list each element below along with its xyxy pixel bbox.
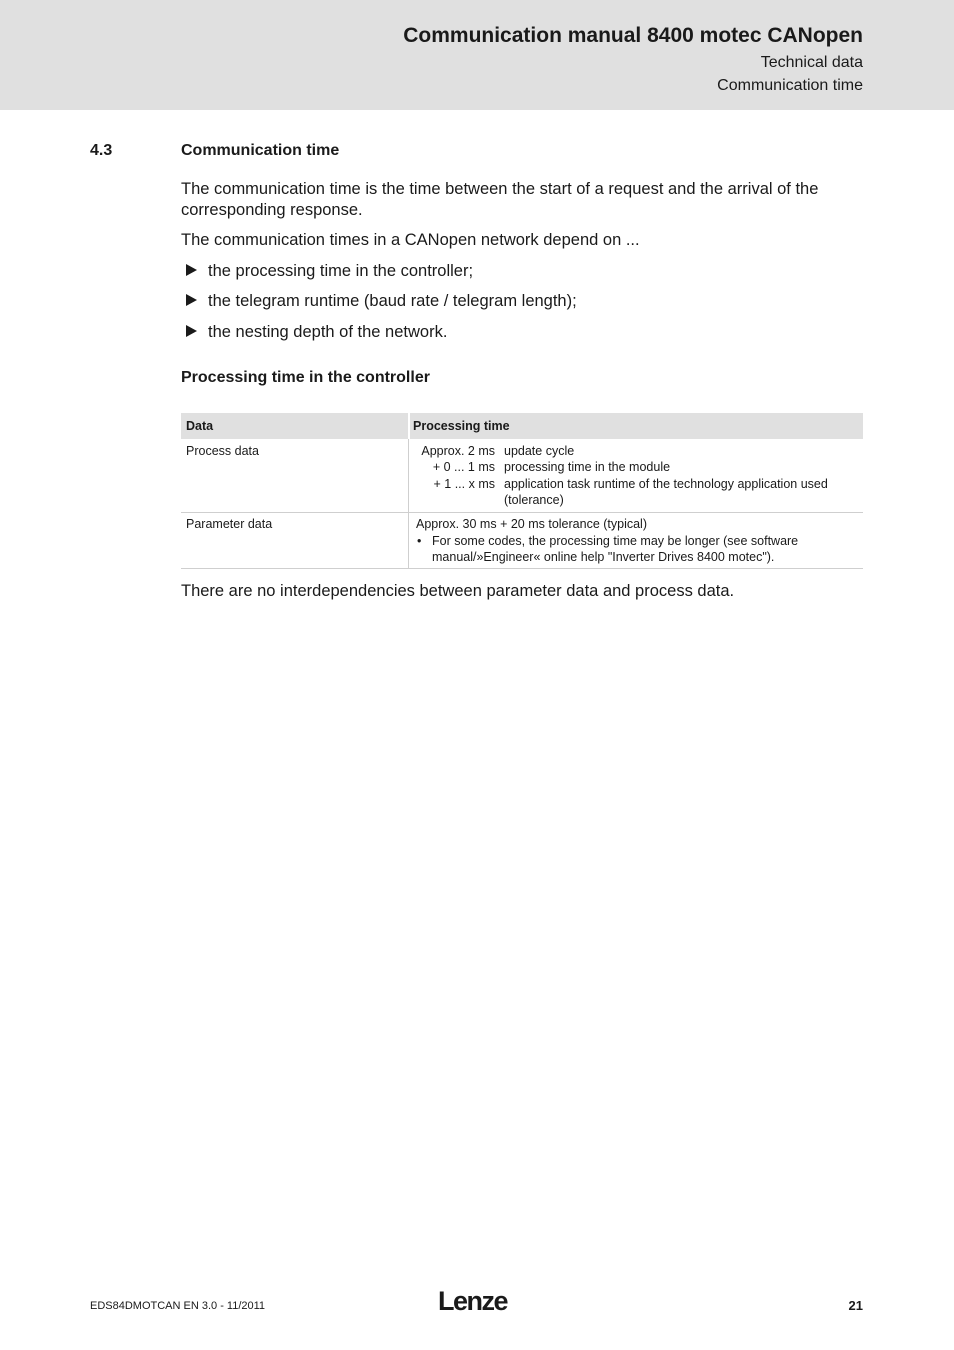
bullet-text: the nesting depth of the network.	[208, 323, 448, 341]
breadcrumb-section: Communication time	[717, 77, 863, 94]
column-header-processing-time: Processing time	[413, 419, 510, 433]
document-title: Communication manual 8400 motec CANopen	[403, 24, 863, 47]
bullet-text: the processing time in the controller;	[208, 262, 474, 280]
subheading: Processing time in the controller	[181, 369, 430, 386]
column-header-data: Data	[186, 419, 214, 433]
triangle-bullet-icon	[186, 325, 197, 337]
time-description: application task runtime of the technology application used (tolerance)	[504, 477, 828, 507]
row-divider	[181, 568, 863, 569]
section-number: 4.3	[90, 142, 113, 159]
bullet-item	[186, 322, 447, 343]
parameter-time-value: Approx. 30 ms + 20 ms tolerance (typical)	[416, 517, 647, 531]
logo-wordmark: Lenze	[438, 1286, 508, 1316]
breadcrumb-chapter: Technical data	[760, 54, 863, 71]
lenze-logo	[438, 1286, 518, 1316]
time-value: Approx. 2 ms	[421, 444, 495, 458]
table-row	[181, 439, 863, 513]
table-row	[181, 513, 863, 569]
depend-paragraph: The communication times in a CANopen network depend on ...	[181, 231, 640, 249]
time-value: + 0 ... 1 ms	[432, 460, 495, 474]
section-title: Communication time	[181, 142, 340, 159]
row-label: Parameter data	[186, 517, 273, 531]
triangle-bullet-icon	[186, 264, 197, 276]
time-description: update cycle	[504, 444, 575, 458]
bullet-text: the telegram runtime (baud rate / telegram length);	[208, 292, 577, 310]
triangle-bullet-icon	[186, 294, 197, 306]
time-description: processing time in the module	[504, 460, 671, 474]
bullet-item	[186, 291, 577, 312]
intro-paragraph: The communication time is the time between the start of a request and the arrival of the corresponding response.	[181, 180, 819, 219]
row-label: Process data	[186, 444, 259, 458]
page-number: 21	[848, 1298, 863, 1313]
bullet-item	[186, 261, 473, 282]
time-value: + 1 ... x ms	[433, 477, 495, 491]
closing-paragraph: There are no interdependencies between parameter data and process data.	[181, 582, 735, 600]
table-header-row	[181, 413, 863, 439]
dot-bullet-icon: •	[417, 534, 422, 548]
parameter-note: For some codes, the processing time may be longer (see software manual/»Engineer« online help "Inverter Drives 8400 motec").	[432, 534, 799, 564]
document-code: EDS84DMOTCAN EN 3.0 - 11/2011	[90, 1300, 266, 1312]
